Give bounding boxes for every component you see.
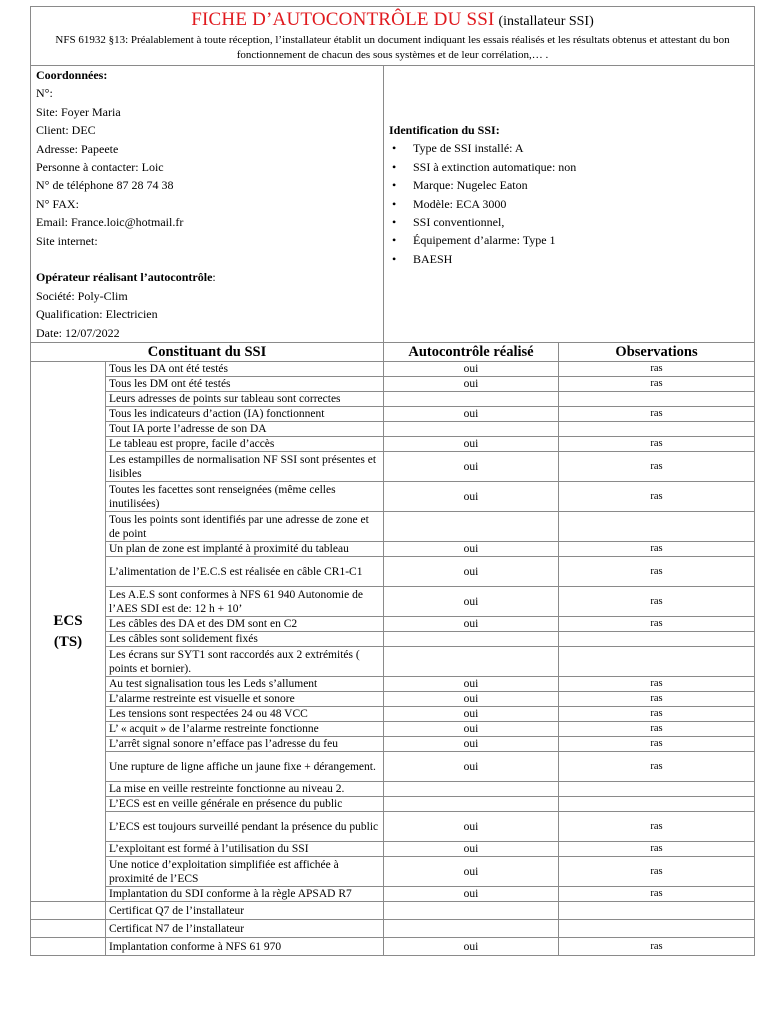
contact-field: Personne à contacter: Loic (36, 160, 164, 175)
qualification-field: Qualification: Electricien (36, 307, 158, 322)
autocontrole-cell (384, 512, 559, 542)
autocontrole-cell: oui (384, 617, 559, 632)
autocontrole-cell: oui (384, 692, 559, 707)
numero-field: N°: (36, 86, 53, 101)
criterion-cell: L’alarme restreinte est visuelle et sonore (106, 692, 384, 707)
autocontrole-cell: oui (384, 812, 559, 842)
page-subtitle: (installateur SSI) (498, 14, 594, 29)
table-row (31, 812, 755, 842)
criterion-cell: Les câbles des DA et des DM sont en C2 (106, 617, 384, 632)
criterion-cell: L’arrêt signal sonore n’efface pas l’adresse du feu (106, 737, 384, 752)
table-row (31, 677, 755, 692)
criterion-cell: Le tableau est propre, facile d’accès (106, 437, 384, 452)
autocontrole-cell: oui (384, 857, 559, 887)
identification-item: • BAESH (392, 250, 749, 268)
identification-item: • Type de SSI installé: A (392, 139, 749, 157)
table-row (31, 632, 755, 647)
coordonnees-block (31, 66, 384, 343)
criterion-cell: Implantation du SDI conforme à la règle APSAD R7 (106, 887, 384, 902)
ecs-group-label: ECS (53, 612, 83, 629)
observation-cell: ras (559, 692, 755, 707)
table-row (31, 617, 755, 632)
table-row (31, 752, 755, 782)
autocontrole-cell: oui (384, 587, 559, 617)
fax-field: N° FAX: (36, 196, 79, 211)
autocontrole-cell: oui (384, 737, 559, 752)
table-row (31, 887, 755, 902)
empty-group-cell (31, 902, 106, 920)
table-row (31, 587, 755, 617)
observation-cell (559, 902, 755, 920)
table-row (31, 407, 755, 422)
column-header-observations: Observations (559, 343, 755, 362)
title-row (31, 7, 755, 66)
identification-item: • Marque: Nugelec Eaton (392, 176, 749, 194)
autocontrole-cell (384, 647, 559, 677)
document-page (30, 6, 754, 956)
observation-cell (559, 422, 755, 437)
table-row (31, 557, 755, 587)
site-internet-field: Site internet: (36, 233, 98, 248)
observation-cell: ras (559, 737, 755, 752)
observation-cell: ras (559, 812, 755, 842)
observation-cell: ras (559, 362, 755, 377)
table-row (31, 647, 755, 677)
identification-item: • SSI à extinction automatique: non (392, 158, 749, 176)
criterion-cell: Les tensions sont respectées 24 ou 48 VCC (106, 707, 384, 722)
observation-cell: ras (559, 722, 755, 737)
criterion-cell: L’ECS est toujours surveillé pendant la présence du public (106, 812, 384, 842)
info-row (31, 66, 755, 343)
title-cell (31, 7, 755, 66)
observation-cell (559, 782, 755, 797)
table-row (31, 482, 755, 512)
observation-cell (559, 512, 755, 542)
observation-cell: ras (559, 938, 755, 956)
identification-item: • Équipement d’alarme: Type 1 (392, 231, 749, 249)
identification-item: • SSI conventionnel, (392, 213, 749, 231)
autocontrole-cell (384, 920, 559, 938)
criterion-cell: Certificat N7 de l’installateur (106, 920, 384, 938)
societe-field: Société: Poly-Clim (36, 288, 128, 303)
criterion-cell: Implantation conforme à NFS 61 970 (106, 938, 384, 956)
observation-cell: ras (559, 377, 755, 392)
client-field: Client: DEC (36, 123, 96, 138)
adresse-field: Adresse: Papeete (36, 141, 119, 156)
autocontrole-cell (384, 632, 559, 647)
criterion-cell: Leurs adresses de points sur tableau sont correctes (106, 392, 384, 407)
criterion-cell: Un plan de zone est implanté à proximité du tableau (106, 542, 384, 557)
observation-cell: ras (559, 482, 755, 512)
criterion-cell: Tout IA porte l’adresse de son DA (106, 422, 384, 437)
autocontrole-cell: oui (384, 407, 559, 422)
observation-cell (559, 647, 755, 677)
criterion-cell: L’exploitant est formé à l’utilisation du SSI (106, 842, 384, 857)
coordonnees-title: Coordonnées: (36, 68, 108, 82)
observation-cell: ras (559, 452, 755, 482)
nfs-reference-text: NFS 61932 §13: Préalablement à toute réception, l’installateur établit un document indiquant les essais réalisés et les résultats obtenus et attestant du bon fonctionnement de chacun des sous systèmes et de leur corrélation,… . (55, 34, 730, 61)
table-row (31, 782, 755, 797)
table-row (31, 452, 755, 482)
criterion-cell: Au test signalisation tous les Leds s’allument (106, 677, 384, 692)
spacer (36, 250, 378, 268)
table-row (31, 692, 755, 707)
date-field: Date: 12/07/2022 (36, 325, 120, 340)
autocontrole-cell: oui (384, 722, 559, 737)
autocontrole-cell: oui (384, 437, 559, 452)
observation-cell: ras (559, 557, 755, 587)
table-row (31, 722, 755, 737)
criterion-cell: L’ « acquit » de l’alarme restreinte fonctionne (106, 722, 384, 737)
observation-cell (559, 797, 755, 812)
autocontrole-sheet (30, 6, 755, 956)
autocontrole-cell (384, 422, 559, 437)
criterion-cell: Les écrans sur SYT1 sont raccordés aux 2 extrémités ( points et bornier). (106, 647, 384, 677)
column-header-autocontrole: Autocontrôle réalisé (384, 343, 559, 362)
table-row (31, 422, 755, 437)
observation-cell: ras (559, 407, 755, 422)
criterion-cell: Certificat Q7 de l’installateur (106, 902, 384, 920)
criterion-cell: Tous les DA ont été testés (106, 362, 384, 377)
identification-list (389, 139, 749, 268)
table-row (31, 362, 755, 377)
autocontrole-cell: oui (384, 677, 559, 692)
autocontrole-cell (384, 392, 559, 407)
criterion-cell: L’alimentation de l’E.C.S est réalisée en câble CR1-C1 (106, 557, 384, 587)
table-row (31, 797, 755, 812)
observation-cell: ras (559, 887, 755, 902)
criterion-cell: Une rupture de ligne affiche un jaune fixe + dérangement. (106, 752, 384, 782)
autocontrole-cell: oui (384, 938, 559, 956)
criterion-cell: La mise en veille restreinte fonctionne au niveau 2. (106, 782, 384, 797)
observation-cell (559, 632, 755, 647)
operateur-title-colon: : (212, 270, 216, 285)
autocontrole-cell: oui (384, 452, 559, 482)
autocontrole-cell: oui (384, 362, 559, 377)
telephone-field: N° de téléphone 87 28 74 38 (36, 178, 174, 193)
autocontrole-cell: oui (384, 542, 559, 557)
operateur-title: Opérateur réalisant l’autocontrôle (36, 270, 213, 285)
observation-cell: ras (559, 437, 755, 452)
criterion-cell: Tous les points sont identifiés par une adresse de zone et de point (106, 512, 384, 542)
criterion-cell: Tous les DM ont été testés (106, 377, 384, 392)
observation-cell: ras (559, 587, 755, 617)
column-header-constituant: Constituant du SSI (31, 343, 384, 362)
identification-title: Identification du SSI: (389, 123, 500, 137)
email-field: Email: France.loic@hotmail.fr (36, 215, 184, 230)
certificate-row (31, 920, 755, 938)
page-title: FICHE D’AUTOCONTRÔLE DU SSI (191, 9, 495, 30)
identification-block (384, 66, 755, 343)
autocontrole-cell (384, 902, 559, 920)
observation-cell: ras (559, 842, 755, 857)
autocontrole-cell (384, 797, 559, 812)
criterion-cell: L’ECS est en veille générale en présence du public (106, 797, 384, 812)
ecs-group-sublabel: (TS) (53, 633, 83, 650)
criterion-cell: Toutes les facettes sont renseignées (même celles inutilisées) (106, 482, 384, 512)
observation-cell: ras (559, 707, 755, 722)
table-row (31, 512, 755, 542)
certificate-row (31, 902, 755, 920)
autocontrole-cell: oui (384, 482, 559, 512)
table-row (31, 392, 755, 407)
table-row (31, 737, 755, 752)
observation-cell: ras (559, 617, 755, 632)
site-field: Site: Foyer Maria (36, 104, 121, 119)
ecs-group-cell (31, 362, 106, 902)
table-header-row (31, 343, 755, 362)
observation-cell (559, 920, 755, 938)
observation-cell: ras (559, 542, 755, 557)
observation-cell: ras (559, 857, 755, 887)
criterion-cell: Tous les indicateurs d’action (IA) fonctionnent (106, 407, 384, 422)
certificate-row (31, 938, 755, 956)
criterion-cell: Les câbles sont solidement fixés (106, 632, 384, 647)
criterion-cell: Une notice d’exploitation simplifiée est affichée à proximité de l’ECS (106, 857, 384, 887)
observation-cell: ras (559, 677, 755, 692)
table-row (31, 437, 755, 452)
autocontrole-cell: oui (384, 377, 559, 392)
criterion-cell: Les A.E.S sont conformes à NFS 61 940 Autonomie de l’AES SDI est de: 12 h + 10’ (106, 587, 384, 617)
autocontrole-cell: oui (384, 752, 559, 782)
table-row (31, 857, 755, 887)
observation-cell (559, 392, 755, 407)
autocontrole-cell: oui (384, 707, 559, 722)
table-row (31, 707, 755, 722)
empty-group-cell (31, 938, 106, 956)
autocontrole-cell: oui (384, 557, 559, 587)
autocontrole-cell (384, 782, 559, 797)
empty-group-cell (31, 920, 106, 938)
table-row (31, 542, 755, 557)
criterion-cell: Les estampilles de normalisation NF SSI sont présentes et lisibles (106, 452, 384, 482)
identification-item: • Modèle: ECA 3000 (392, 195, 749, 213)
table-row (31, 842, 755, 857)
autocontrole-cell: oui (384, 887, 559, 902)
table-row (31, 377, 755, 392)
observation-cell: ras (559, 752, 755, 782)
autocontrole-cell: oui (384, 842, 559, 857)
